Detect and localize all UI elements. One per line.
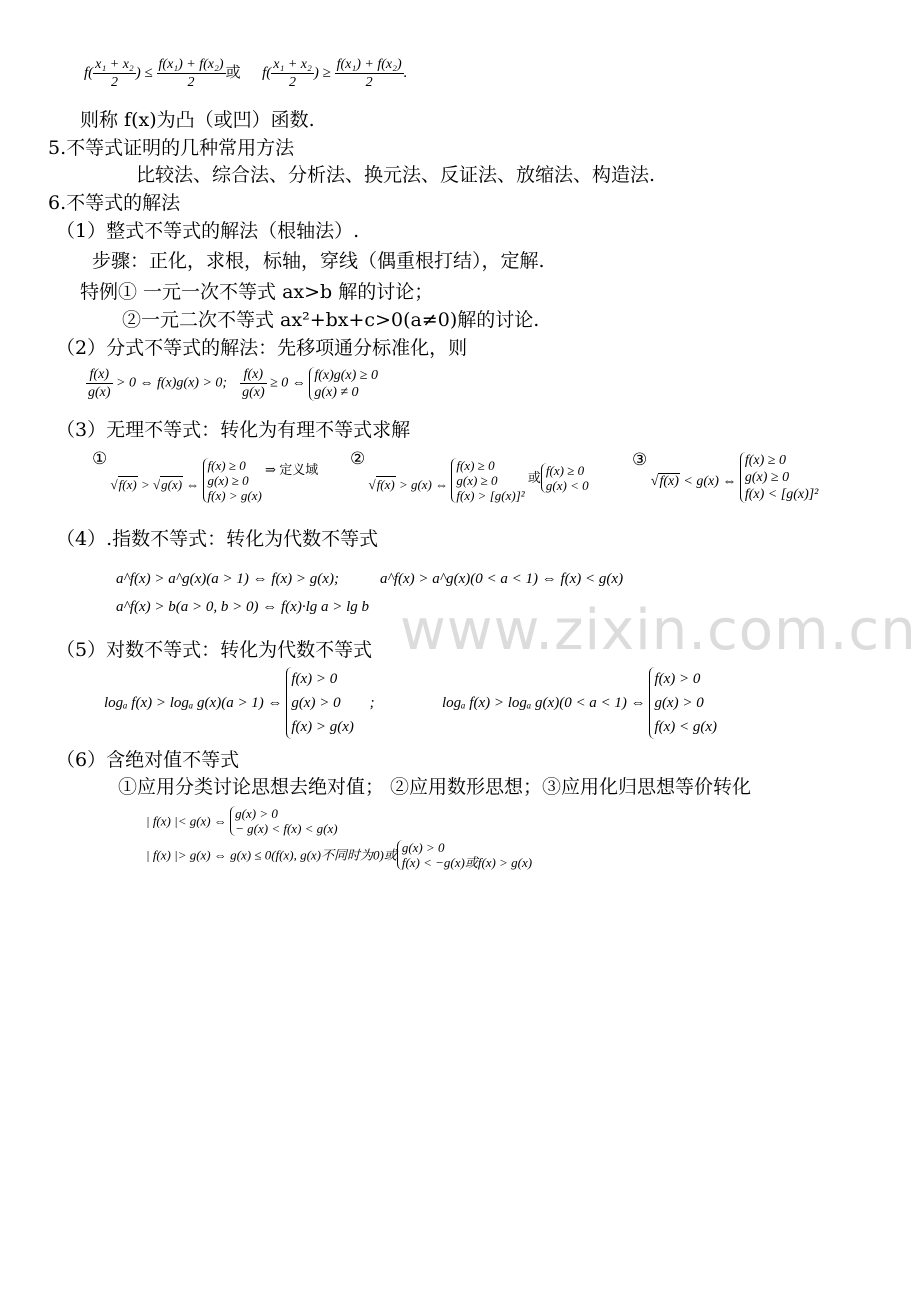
formula-text: . (403, 64, 408, 81)
domain-note: ⇒ 定义域 (265, 462, 319, 477)
separator: ; (369, 695, 375, 711)
special-case-1: 特例① 一元一次不等式 ax>b 解的讨论； (80, 281, 434, 303)
or-word: 或 (225, 64, 241, 81)
formula-text: > (140, 477, 150, 492)
condition-system (740, 452, 819, 503)
irrational-case-3: ③ √f(x) < g(x) ⇔ f(x) ≥ 0 g(x) ≥ 0 f(x) < [g(x)]² (632, 450, 819, 502)
condition: f(x) > 0 (654, 671, 701, 687)
formula-text: | f(x) |< g(x) ⇔ (146, 813, 227, 829)
solution-steps: 步骤：正化，求根，标轴，穿线（偶重根打结），定解. (92, 250, 545, 272)
fraction-numerator: f(x) (89, 367, 109, 382)
condition-system (541, 463, 589, 493)
formula-text: f( (262, 64, 272, 81)
abs-formula-1 (146, 806, 338, 836)
fraction (93, 56, 136, 91)
case-number: ③ (632, 450, 648, 470)
abs-formula-2 (146, 840, 532, 870)
fraction-numerator: x₁ + x₂ (273, 57, 312, 72)
watermark: www.zixin.com.cn (400, 598, 917, 663)
condition: f(x) > 0 (291, 671, 338, 687)
subsection-heading: （1）整式不等式的解法（根轴法）. (56, 220, 360, 242)
fraction-denominator: 2 (93, 73, 136, 91)
proof-methods: 比较法、综合法、分析法、换元法、反证法、放缩法、构造法. (136, 164, 656, 186)
condition: f(x)g(x) ≥ 0 (314, 367, 378, 383)
condition: f(x) ≥ 0 (744, 453, 786, 468)
section-heading: 6.不等式的解法 (48, 192, 181, 214)
irrational-case-1: ① √f(x) > √g(x) ⇔ f(x) ≥ 0 g(x) ≥ 0 f(x) > g(x) ⇒ 定义域 (92, 449, 319, 503)
case-number: ① (92, 449, 108, 469)
subsection-heading: （4）.指数不等式：转化为代数不等式 (56, 528, 379, 550)
subsection-heading: （6）含绝对值不等式 (56, 749, 240, 771)
fraction-denominator: g(x) (88, 385, 111, 400)
exponential-formula-1a: a^f(x) > a^g(x)(a > 1) ⇔ f(x) > g(x); (116, 571, 339, 587)
condition: f(x) > [g(x)]² (456, 488, 525, 503)
subsection-heading: （5）对数不等式：转化为代数不等式 (56, 639, 373, 661)
condition: f(x) < g(x) (654, 719, 718, 735)
fraction-numerator: f(x₁) + f(x₂) (336, 57, 402, 72)
condition: f(x) < −g(x)或f(x) > g(x) (401, 855, 533, 870)
formula-text: ⇔ (186, 477, 200, 492)
subsection-heading: （2）分式不等式的解法：先移项通分标准化，则 (56, 337, 468, 359)
condition: g(x) > 0 (401, 840, 445, 855)
formula-text: > 0 ⇔ f(x)g(x) > 0; (116, 375, 228, 391)
condition: − g(x) < f(x) < g(x) (235, 821, 338, 836)
exponential-formula-1b: a^f(x) > a^g(x)(0 < a < 1) ⇔ f(x) < g(x) (380, 571, 624, 587)
fraction-inequality-formula (86, 366, 378, 401)
condition-system (397, 840, 532, 870)
condition: g(x) > 0 (235, 806, 278, 821)
condition: f(x) ≥ 0 (207, 458, 246, 473)
irrational-case-2: ② √f(x) > g(x) ⇔ f(x) ≥ 0 g(x) ≥ 0 f(x) > [g(x)]² 或 f(x) ≥ 0 g(x) < 0 (350, 449, 589, 503)
log-formula-2 (442, 667, 717, 739)
fraction-denominator: g(x) (242, 385, 265, 400)
formula-text: logₐ f(x) > logₐ g(x)(a > 1) ⇔ (104, 695, 283, 711)
or-word: 或 (527, 470, 541, 485)
condition-system (286, 667, 354, 739)
condition: g(x) ≠ 0 (314, 384, 359, 400)
condition: f(x) > g(x) (207, 488, 262, 503)
sqrt-radicand: f(x) (118, 477, 137, 492)
condition-system (230, 806, 337, 836)
condition: f(x) > g(x) (291, 719, 354, 735)
condition: g(x) > 0 (654, 695, 704, 711)
formula-text: | f(x) |> g(x) ⇔ g(x) ≤ 0(f(x), g(x)不同时为0)或 (146, 847, 397, 863)
section-heading: 5.不等式证明的几种常用方法 (48, 137, 295, 159)
condition: g(x) > 0 (291, 695, 341, 711)
case-number: ② (350, 449, 366, 469)
fraction (240, 366, 267, 401)
sqrt-radicand: f(x) (376, 477, 395, 492)
fraction-numerator: f(x) (243, 367, 264, 382)
condition: f(x) ≥ 0 (545, 462, 585, 478)
condition: g(x) < 0 (545, 477, 589, 493)
formula-text: f( (84, 64, 94, 81)
fraction (86, 366, 113, 401)
condition-system (649, 667, 717, 739)
condition-system (309, 367, 378, 401)
subsection-heading: （3）无理不等式：转化为有理不等式求解 (56, 419, 411, 441)
fraction-denominator: 2 (335, 73, 404, 91)
condition: g(x) ≥ 0 (744, 470, 790, 485)
formula-text: > g(x) ⇔ (398, 477, 449, 492)
condition: f(x) ≥ 0 (456, 458, 495, 473)
sqrt-radicand: g(x) (161, 477, 183, 492)
condition-system (451, 458, 524, 503)
convexity-conclusion: 则称 f(x)为凸（或凹）函数. (80, 109, 315, 131)
condition: g(x) ≥ 0 (207, 473, 249, 488)
condition: g(x) ≥ 0 (456, 473, 498, 488)
fraction-denominator: 2 (157, 73, 226, 91)
exponential-formula-2: a^f(x) > b(a > 0, b > 0) ⇔ f(x)·lg a > lg b (116, 599, 370, 615)
fraction (271, 56, 314, 91)
convexity-formula (84, 56, 407, 91)
formula-text: < g(x) ⇔ (683, 474, 737, 489)
fraction-numerator: x₁ + x₂ (95, 57, 134, 72)
fraction-numerator: f(x₁) + f(x₂) (158, 57, 224, 72)
fraction (157, 56, 226, 91)
sqrt-radicand: f(x) (659, 474, 679, 489)
formula-text: logₐ f(x) > logₐ g(x)(0 < a < 1) ⇔ (442, 695, 646, 711)
fraction (335, 56, 404, 91)
special-case-2: ②一元二次不等式 ax²+bx+c>0(a≠0)解的讨论. (122, 309, 540, 331)
condition-system (203, 458, 262, 503)
log-formula-1 (104, 667, 375, 739)
condition: f(x) < [g(x)]² (744, 487, 819, 502)
formula-text: ) ≤ (135, 64, 153, 81)
fraction-denominator: 2 (271, 73, 314, 91)
formula-text: ≥ 0 ⇔ (270, 375, 306, 391)
absolute-value-ideas: ①应用分类讨论思想去绝对值； ②应用数形思想；③应用化归思想等价转化 (118, 776, 752, 798)
formula-text: ) ≥ (313, 64, 331, 81)
